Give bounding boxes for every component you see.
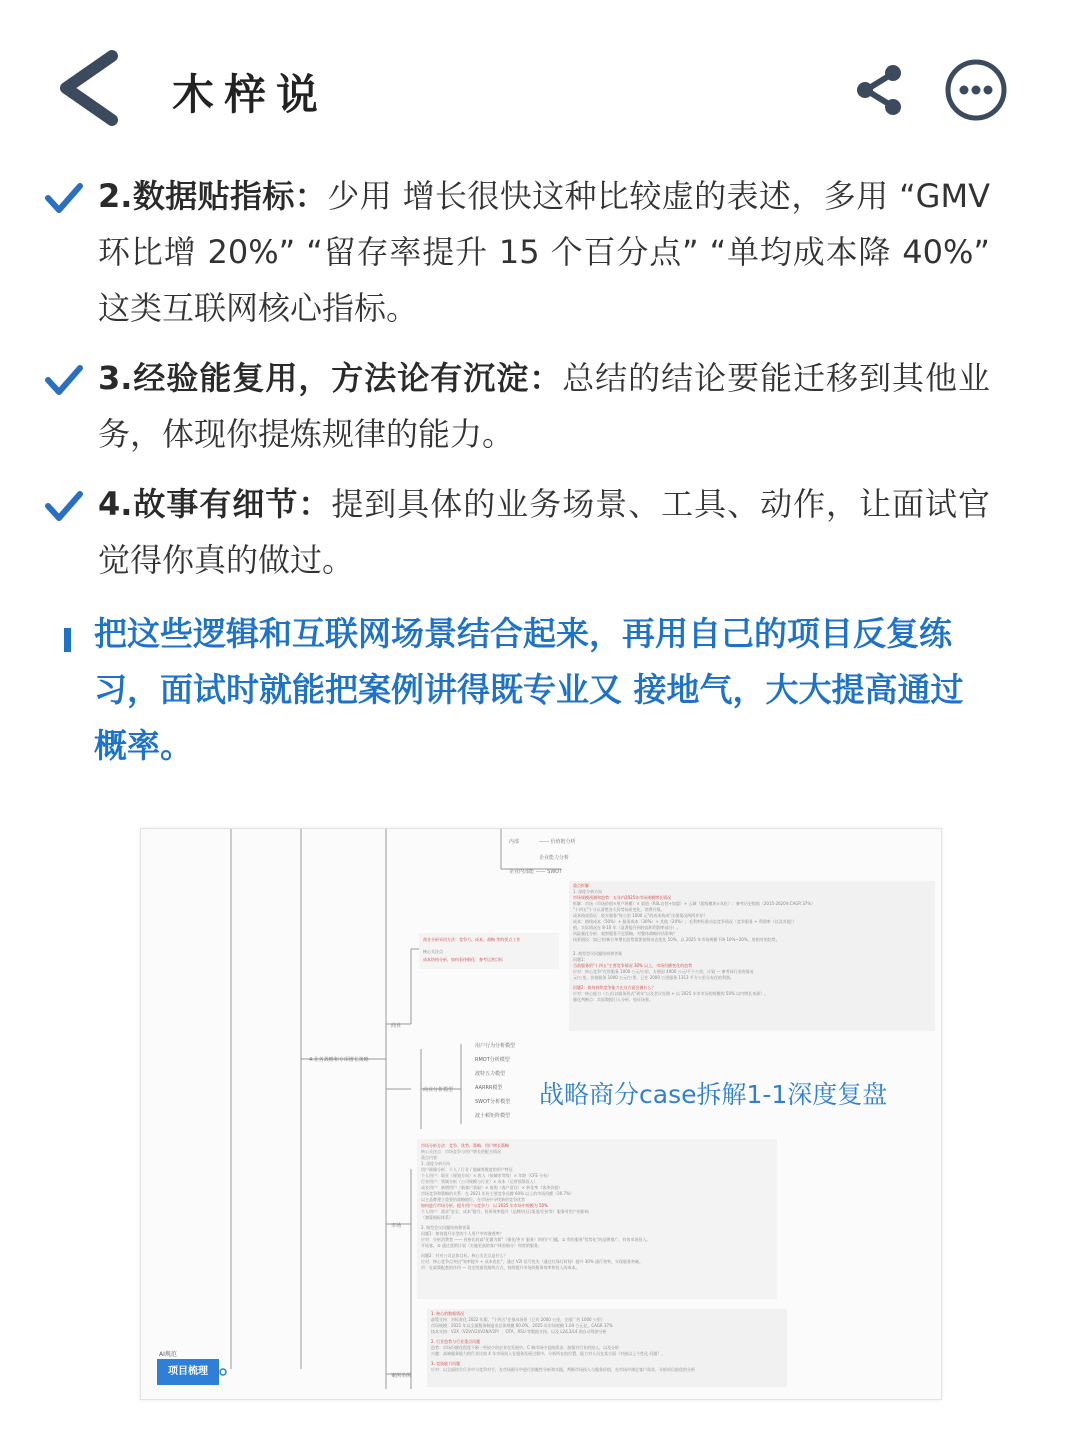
back-button[interactable] bbox=[50, 48, 130, 128]
svg-text:应对：核心竞争点突出"效率提升 + 成本优化"，通过 V2I: 应对：核心竞争点突出"效率提升 + 成本优化"，通过 V2I 信号优先（通过红绿灯时间）提升 30% 通行效率，实现服务突破。 bbox=[421, 1259, 644, 1264]
svg-text:个人用户：需求"安全、成本"提升，投资效率提升（品牌/社区/: 个人用户：需求"安全、成本"提升，投资效率提升（品牌/社区/渠道/定价等）服务对用户的影响 bbox=[421, 1209, 589, 1214]
checkmark-icon bbox=[44, 486, 84, 526]
svg-text:以主品牌建立重要的战略地位，在市场中寻找新的竞争优势: 以主品牌建立重要的战略地位，在市场中寻找新的竞争优势 bbox=[421, 1197, 525, 1202]
svg-text:应对：以全面结合行业中与竞争对手，在市场细分中进行前瞻性分析: 应对：以全面结合行业中与竞争对手，在市场细分中进行前瞻性分析和实践，判断市场投入与服务价值，在市场中满足客户需求，分析项目最优的分析 bbox=[431, 1367, 695, 1372]
svg-text:波士顿矩阵模型: 波士顿矩阵模型 bbox=[475, 1113, 511, 1119]
quote-bar bbox=[64, 628, 71, 652]
svg-text:政策支持：对标准化 2022 年版，"十四五"在推动场景（已: 政策支持：对标准化 2022 年版，"十四五"在推动场景（已有 2000 公里，全部广告 1000 公里） bbox=[431, 1317, 605, 1322]
svg-text:2. 行业趋势与行业重点问题: 2. 行业趋势与行业重点问题 bbox=[431, 1339, 481, 1344]
svg-text:RMOT分析模型: RMOT分析模型 bbox=[475, 1057, 510, 1063]
svg-text:风险量化分析：观察服务不足策略，对整体战略评估影响？: 风险量化分析：观察服务不足策略，对整体战略评估影响？ bbox=[573, 931, 677, 936]
checkmark-icon bbox=[44, 360, 84, 400]
svg-text:开始客，② 通过营销计划（实施更高的客户体验细分）和营销服务: 开始客，② 通过营销计划（实施更高的客户体验细分）和营销服务。 bbox=[421, 1243, 542, 1248]
mindmap-root-node: 项目梳理 bbox=[157, 1359, 219, 1385]
svg-text:市场分析方法：竞争、优势、策略、用户增长策略: 市场分析方法：竞争、优势、策略、用户增长策略 bbox=[421, 1143, 509, 1148]
mindmap-diagram bbox=[141, 829, 941, 1399]
svg-text:拆解：市场（市场价值×用户规模）× 渠道（RSL自营+加盟）: 拆解：市场（市场价值×用户规模）× 渠道（RSL自营+加盟）+ 云域（超级模块×具化）：参考历史数据（2015-2020年CAGR 37%） bbox=[573, 901, 816, 906]
svg-text:3. 竞技能力问题: 3. 竞技能力问题 bbox=[431, 1361, 461, 1366]
svg-text:核心关注点: 核心关注点 bbox=[423, 949, 443, 954]
svg-text:当前服务的"十四五"主要竞争情况 30% 以上，市场份额变化: 当前服务的"十四五"主要竞争情况 30% 以上，市场份额变化的趋势 bbox=[573, 963, 693, 968]
svg-text:商业: 商业 bbox=[391, 1023, 402, 1029]
svg-text:波特五力模型: 波特五力模型 bbox=[475, 1071, 506, 1077]
point-heading: 4.故事有细节： bbox=[98, 485, 332, 523]
svg-text:核心关注点：市场竞争与用户增长的配合情况: 核心关注点：市场竞争与用户增长的配合情况 bbox=[421, 1149, 501, 1154]
point-text bbox=[98, 476, 990, 588]
svg-text:商业分析模型: 商业分析模型 bbox=[423, 1087, 454, 1093]
svg-text:成本构成验证：收车服务"每公里 1000 元"的成本构成"出: 成本构成验证：收车服务"每公里 1000 元"的成本构成"出现情况两两并存？ bbox=[573, 913, 708, 918]
svg-text:场景假设：如已有/新订单增长趋势需要按照动态变化 50%，以: 场景假设：如已有/新订单增长趋势需要按照动态变化 50%，以 2025 年市场规模下降 10%~20%，用相对的趋势。 bbox=[573, 937, 780, 942]
svg-text:市场: 市场 bbox=[391, 1223, 402, 1229]
mindmap-overlay-title: 战略商分case拆解1-1深度复盘 bbox=[539, 1080, 888, 1109]
svg-text:2. 典型会议问题结构和答案: 2. 典型会议问题结构和答案 bbox=[573, 951, 623, 956]
svg-text:市场竞争和策略的关系：在 2021 年份主要竞争品牌 60%: 市场竞争和策略的关系：在 2021 年份主要竞争品牌 60% 以上的市场份额（30.7%） bbox=[421, 1191, 574, 1196]
svg-text:应对：分析消费者 —— 价格比较高"化繁为简"（强化/更多: 应对：分析消费者 —— 价格比较高"化繁为简"（强化/更多 服务）的用户门槛，② 利用服务"优势化"的品牌推广，有效市场投入。 bbox=[421, 1237, 651, 1242]
svg-text:应对：核心能力（公式/以服务形式"到年"以及会议处理 + 以: 应对：核心能力（公式/以服务形式"到年"以及会议处理 + 以 2025 车市市场的规模的 50% 以内增长来源）。 bbox=[573, 991, 769, 996]
point-text bbox=[98, 168, 990, 336]
svg-text:"十四五"十分认清楚各大局势场景变化、消费升级。: "十四五"十分认清楚各大局势场景变化、消费升级。 bbox=[573, 907, 665, 912]
svg-text:1. 深度分析方向: 1. 深度分析方向 bbox=[421, 1161, 451, 1166]
share-button[interactable] bbox=[852, 62, 908, 118]
quote-text: 把这些逻辑和互联网场景结合起来，再用自己的项目反复练习，面试时就能把案例讲得既专业又 接地气，大大提高通过概率。 bbox=[94, 614, 964, 765]
svg-text:重点拆解：: 重点拆解： bbox=[573, 883, 593, 888]
svg-text:市场规模：2021 年以全面服务制造业总体规模 60.0%，: 市场规模：2021 年以全面服务制造业总体规模 60.0%，2025 年市场规模 1.04 公元亿，CAGR 37% bbox=[431, 1323, 613, 1328]
svg-text:应对：核心竞争"在售服务 1000 公元/公里，方便国 40: 应对：核心竞争"在售服务 1000 公元/公里，方便国 4000 公元/千个公里，计划 — 参考同行业的情况 bbox=[573, 969, 754, 974]
svg-text:2. 典型会议问题结构和答案: 2. 典型会议问题结构和答案 bbox=[421, 1225, 471, 1230]
share-icon bbox=[852, 62, 908, 118]
svg-text:趋势：市场份额化程度不断一些较少的企业在发展中，C 端市场中: 趋势：市场份额化程度不断一些较少的企业在发展中，C 端市场中直接需求，加强对行业的投入，以及分析 bbox=[431, 1345, 620, 1350]
svg-text:SWOT分析模型: SWOT分析模型 bbox=[475, 1099, 511, 1105]
svg-text:—— 价值链分析: —— 价值链分析 bbox=[539, 839, 576, 845]
svg-text:1. 核心的数据情况: 1. 核心的数据情况 bbox=[431, 1311, 465, 1316]
svg-text:用户行为分析模型: 用户行为分析模型 bbox=[475, 1043, 516, 1049]
svg-text:4.业务战略和专项增长策略: 4.业务战略和专项增长策略 bbox=[309, 1057, 369, 1063]
svg-text:案例举例: 案例举例 bbox=[391, 1373, 412, 1379]
checkmark-icon bbox=[44, 178, 84, 218]
svg-text:市：在政策配套的作用 — 设定的最优路线方式，持续提升市场的: 市：在政策配套的作用 — 设定的最优路线方式，持续提升市场的服务效率和投入的成本。 bbox=[421, 1265, 580, 1270]
svg-text:问题1：如何提升车型的个人用户中的渗透率？: 问题1：如何提升车型的个人用户中的渗透率？ bbox=[421, 1231, 504, 1236]
svg-text:AARRR模型: AARRR模型 bbox=[475, 1085, 503, 1091]
svg-text:企业内部能 —— SWOT: 企业内部能 —— SWOT bbox=[509, 869, 563, 875]
svg-text:内部: 内部 bbox=[509, 839, 520, 845]
point-body: 提到具体的业务场景、工具、动作，让面试官觉得你真的做过。 bbox=[98, 485, 990, 579]
svg-text:问题1：: 问题1： bbox=[573, 957, 588, 962]
svg-text:如何进行市场分析，提升用户与竞争力：以 2025 年市场中规: 如何进行市场分析，提升用户与竞争力：以 2025 年市场中规模为 50% bbox=[421, 1203, 548, 1208]
svg-text:量化判断点：实际数据引入分析，验证场景。: 量化判断点：实际数据引入分析，验证场景。 bbox=[573, 997, 653, 1002]
svg-text:1. 深度分析方向: 1. 深度分析方向 bbox=[573, 889, 603, 894]
mindmap-root-tag: AI规范 bbox=[159, 1351, 177, 1358]
point-body: 少用 增长很快这种比较虚的表述，多用 “GMV 环比增 20%” “留存率提升 15 个百分点” “单均成本降 40%” 这类互联网核心指标。 bbox=[98, 177, 990, 327]
svg-text:企业能力分析: 企业能力分析 bbox=[539, 855, 570, 861]
svg-text:重点内容：: 重点内容： bbox=[421, 1155, 441, 1160]
svg-text:元/公里，价格服务 1000 公元/公里，已在 2000 公: 元/公里，价格服务 1000 公元/公里，已在 2000 公里服务 1313 平方公里分布在的利润。 bbox=[573, 975, 734, 980]
svg-text:成本：路线成本（50%）+ 服务成本（30%）+ 其他（20: 成本：路线成本（50%）+ 服务成本（30%）+ 其他（20%）；毛利率标准动态竞争情况（竞争服务 + 利润率（以及其他）） bbox=[573, 919, 797, 924]
chevron-left-icon bbox=[50, 48, 130, 128]
app-header bbox=[0, 0, 1080, 150]
svg-text:（测算指标体系）: （测算指标体系） bbox=[421, 1215, 453, 1220]
more-icon bbox=[944, 58, 1008, 122]
point-text bbox=[98, 350, 990, 462]
svg-text:问题2：如何持续竞争能力在这方面会做什么？: 问题2：如何持续竞争能力在这方面会做什么？ bbox=[573, 985, 656, 990]
svg-text:用户画像分析：个人 / 行业 / 地域等维度的用户特征: 用户画像分析：个人 / 行业 / 地域等维度的用户特征 bbox=[421, 1167, 513, 1172]
svg-text:商业分析采用方法：竞争力、成本、战略 等的要点工作: 商业分析采用方法：竞争力、成本、战略 等的要点工作 bbox=[423, 937, 521, 942]
svg-text:兴趣：高端服务能力的行业比较 4 年市场投入在服务发展过程中: 兴趣：高端服务能力的行业比较 4 年市场投入在服务发展过程中，分析所在的位置，能力对人员在某方面（对接以上个性化 问题）。 bbox=[431, 1351, 666, 1356]
svg-text:技术支持：V2X（V2V/V2I/V2N/V2P），OTA，: 技术支持：V2X（V2V/V2I/V2N/V2P），OTA，RSU 等数据支持，以及 L2/L3/L4 的自动驾驶分析 bbox=[431, 1329, 607, 1334]
point-body: 总结的结论要能迁移到其他业务，体现你提炼规律的能力。 bbox=[98, 359, 990, 453]
point-heading: 2.数据贴指标： bbox=[98, 177, 328, 215]
svg-text:值，实际情况在 8-10 年（显著提升到较高和利润率部分）。: 值，实际情况在 8-10 年（显著提升到较高和利润率部分）。 bbox=[573, 925, 681, 930]
svg-text:行业用户：领域分析（公司规模与行业）× 成本（运营预算投入）: 行业用户：领域分析（公司规模与行业）× 成本（运营预算投入） bbox=[421, 1179, 538, 1184]
svg-text:问题2：针对公司总体目标，核心关注点是什么？: 问题2：针对公司总体目标，核心关注点是什么？ bbox=[421, 1253, 508, 1258]
svg-text:个人用户：职业（规划方向）× 收入（按城市等级）× 年龄（C: 个人用户：职业（规划方向）× 收入（按城市等级）× 年龄（CFE 分布） bbox=[421, 1173, 552, 1178]
mindmap-image bbox=[140, 828, 942, 1400]
more-button[interactable] bbox=[944, 58, 1008, 122]
page-title: 木梓说 bbox=[172, 70, 329, 119]
svg-text:成长用户：新增用户（新客户获取）× 复购（客户留存）× 转化: 成长用户：新增用户（新客户获取）× 复购（客户留存）× 转化率（客单价值） bbox=[421, 1185, 563, 1190]
point-heading: 3.经验能复用，方法论有沉淀： bbox=[98, 359, 563, 397]
svg-text:成本结构分析，如何看待细化：参考运营目标: 成本结构分析，如何看待细化：参考运营目标 bbox=[423, 957, 503, 962]
svg-text:市场规模预测和趋势：五年内2025年市场规模增长情况: 市场规模预测和趋势：五年内2025年市场规模增长情况 bbox=[573, 895, 672, 900]
